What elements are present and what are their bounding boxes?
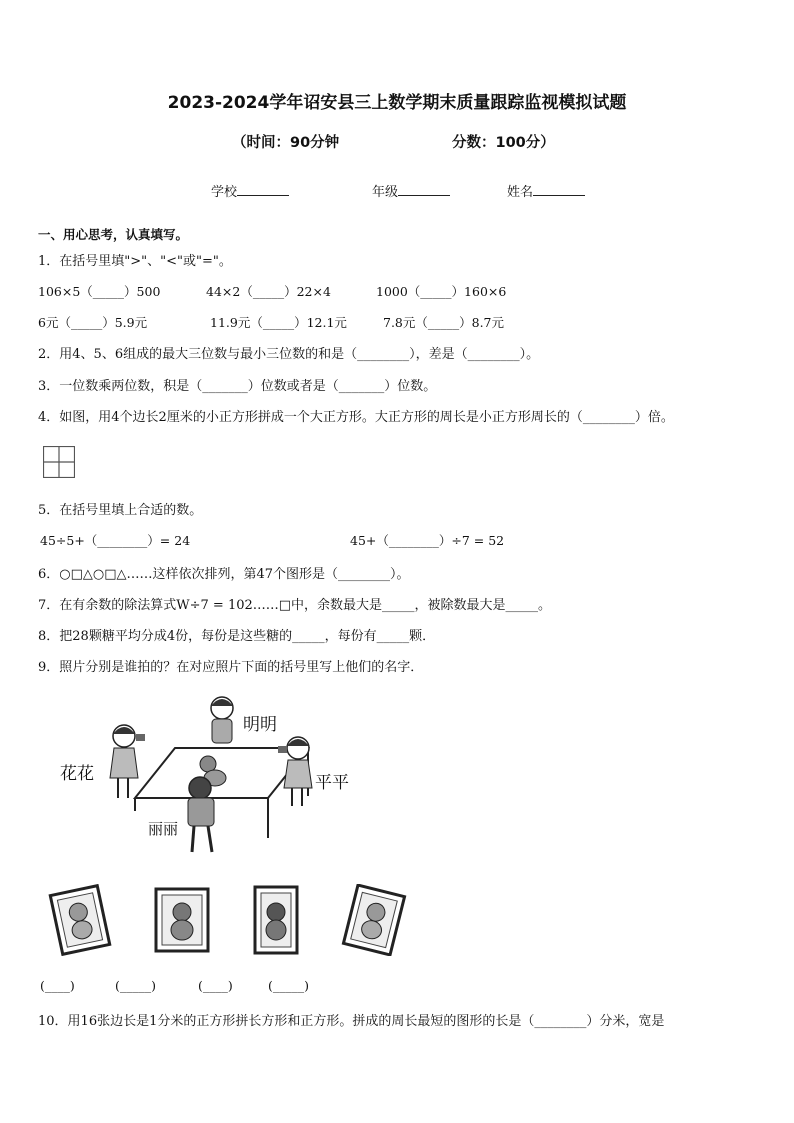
question-5: 5．在括号里填上合适的数。	[38, 503, 203, 518]
answer-blank-3[interactable]: (____)	[198, 978, 233, 993]
section-heading: 一、用心思考，认真填写。	[38, 227, 189, 242]
q1-item: 44×2（_____）22×4	[206, 284, 331, 299]
q1-item: 106×5（_____）500	[38, 284, 161, 299]
grade-label: 年级	[372, 185, 399, 200]
question-4: 4．如图，用4个边长2厘米的小正方形拼成一个大正方形。大正方形的周长是小正方形周长的（________）倍。	[38, 410, 674, 425]
question-3: 3．一位数乘两位数，积是（_______）位数或者是（_______）位数。	[38, 379, 437, 394]
q5-item-a: 45÷5+（________）= 24	[40, 533, 191, 548]
label-mingming: 明明	[243, 715, 277, 735]
score-label: 分数：100分）	[452, 135, 555, 151]
photo-frame-2	[153, 886, 211, 954]
grade-field	[372, 181, 450, 200]
name-field	[507, 181, 585, 200]
label-lili: 丽丽	[148, 820, 179, 838]
question-10: 10．用16张边长是1分米的正方形拼长方形和正方形。拼成的周长最短的图形的长是（________）分米，宽是	[38, 1014, 665, 1029]
q1-item: 6元（_____）5.9元	[38, 315, 148, 330]
time-label: （时间：90分钟	[232, 135, 340, 151]
question-6: 6．○□△○□△……这样依次排列，第47个图形是（________）。	[38, 567, 410, 582]
name-label: 姓名	[507, 185, 534, 200]
answer-blank-2[interactable]: (_____)	[115, 978, 157, 993]
photo-frame-3	[252, 884, 300, 956]
school-label: 学校	[211, 185, 238, 200]
page-title: 2023-2024学年诏安县三上数学期末质量跟踪监视模拟试题	[167, 93, 627, 113]
q5-item-b: 45+（________）÷7 = 52	[350, 533, 505, 548]
grade-blank[interactable]	[398, 183, 450, 196]
photo-frame-4	[340, 884, 408, 956]
label-pingping: 平平	[315, 773, 349, 793]
answer-blank-4[interactable]: (_____)	[268, 978, 310, 993]
q1-item: 1000（_____）160×6	[376, 284, 507, 299]
question-2: 2．用4、5、6组成的最大三位数与最小三位数的和是（________），差是（________）。	[38, 347, 540, 362]
label-huahua: 花花	[60, 764, 94, 784]
question-1: 1．在括号里填">"、"<"或"="。	[38, 254, 232, 269]
school-field	[211, 181, 289, 200]
q1-item: 7.8元（_____）8.7元	[383, 315, 505, 330]
question-9: 9．照片分别是谁拍的？在对应照片下面的括号里写上他们的名字．	[38, 660, 424, 675]
school-blank[interactable]	[237, 183, 289, 196]
q1-item: 11.9元（_____）12.1元	[210, 315, 347, 330]
answer-blank-1[interactable]: (____)	[40, 978, 75, 993]
question-7: 7．在有余数的除法算式W÷7 = 102……□中，余数最大是_____，被除数最大是_____。	[38, 598, 552, 613]
photo-frame-1	[48, 884, 112, 956]
question-8: 8．把28颗糖平均分成4份，每份是这些糖的_____，每份有_____颗．	[38, 629, 436, 644]
name-blank[interactable]	[533, 183, 585, 196]
square-grid-figure	[43, 446, 75, 478]
